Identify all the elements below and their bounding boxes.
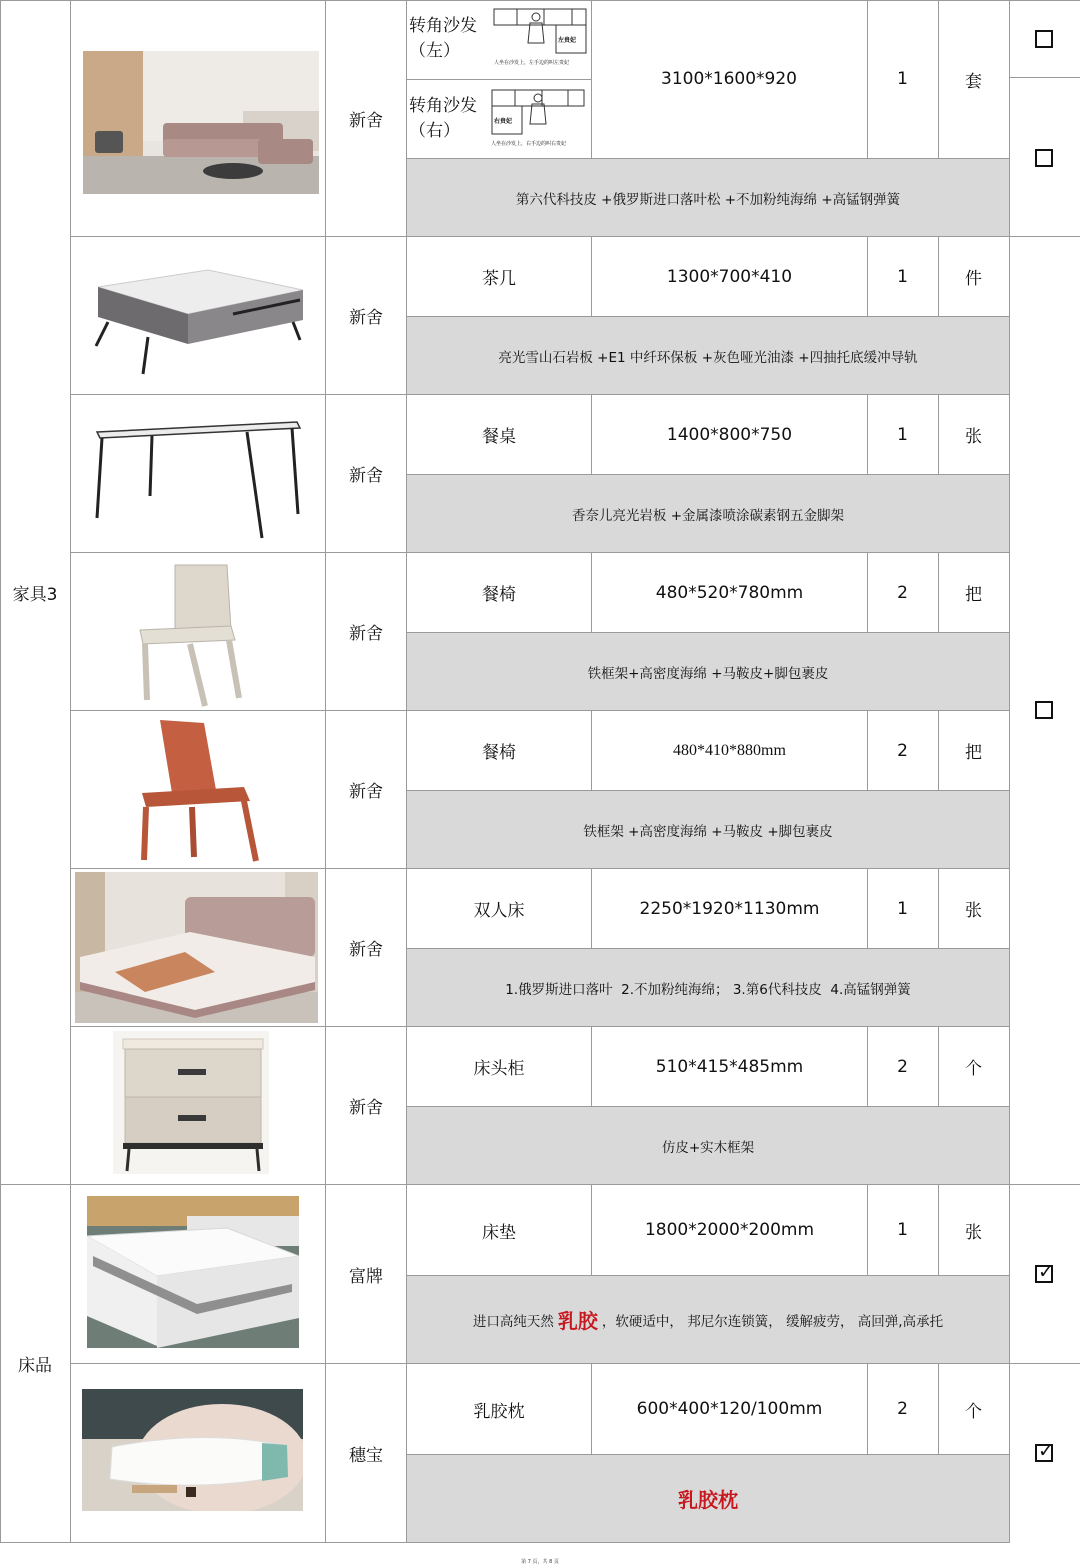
row2-qty: 1: [897, 424, 908, 445]
row7-brand: 富牌: [349, 1266, 383, 1287]
row1-qty: 1: [897, 266, 908, 287]
sofa-left-tag: 左贵妃: [558, 37, 577, 44]
checkbox-mattress[interactable]: [1035, 1265, 1053, 1283]
sofa-right-note: 人坐在沙发上，右手边的叫右贵妃: [491, 141, 567, 147]
row5-brand: 新舍: [349, 940, 383, 960]
sofa-left-name: 转角沙发 （左）: [409, 16, 477, 61]
row2-desc: 香奈儿亮光岩板 +金属漆喷涂碳素钢五金脚架: [571, 507, 845, 524]
row8-unit: 个: [965, 1401, 982, 1422]
sofa-desc: 第六代科技皮 +俄罗斯进口落叶松 +不加粉纯海绵 +高锰钢弹簧: [515, 192, 901, 208]
row4-size: 480*410*880mm: [673, 741, 786, 759]
row7-desc-post: ，软硬适中， 邦尼尔连锁簧， 缓解疲劳， 高回弹,高承托: [601, 1313, 944, 1330]
row6-unit: 个: [965, 1059, 982, 1079]
checkbox-pillow[interactable]: [1035, 1444, 1053, 1462]
sofa-right-name: 转角沙发 （右）: [409, 96, 477, 141]
row4-brand: 新舍: [349, 782, 383, 802]
row7-unit: 张: [965, 1222, 982, 1243]
row7-size: 1800*2000*200mm: [644, 1220, 815, 1240]
nightstand-photo: [113, 1031, 269, 1174]
row6-qty: 2: [897, 1056, 908, 1077]
dining-table-photo: [92, 418, 302, 540]
row2-unit: 张: [965, 427, 982, 447]
row5-name: 双人床: [473, 901, 525, 921]
coffee-table-photo: [88, 242, 310, 382]
checkbox-sofa-right[interactable]: [1035, 149, 1053, 167]
latex-pillow-photo: [82, 1389, 303, 1511]
page-footer: 第 7 页，共 8 页: [521, 1559, 559, 1565]
row3-desc: 铁框架+高密度海绵 +马鞍皮+脚包裹皮: [587, 665, 829, 682]
row7-desc-highlight: 乳胶: [557, 1309, 598, 1333]
row6-desc: 仿皮+实木框架: [661, 1139, 755, 1156]
dining-chair-orange-photo: [132, 715, 268, 865]
row1-desc: 亮光雪山石岩板 +E1 中纤环保板 +灰色哑光油漆 +四抽托底缓冲导轨: [498, 349, 918, 366]
sofa-brand: 新舍: [349, 110, 383, 131]
category-bedding: 床品: [18, 1356, 52, 1376]
row3-size: 480*520*780mm: [655, 582, 804, 603]
checkbox-sofa-left[interactable]: [1035, 30, 1053, 48]
row7-desc-pre: 进口高纯天然: [472, 1313, 554, 1330]
dining-chair-beige-photo: [135, 560, 250, 708]
row3-brand: 新舍: [349, 624, 383, 644]
row4-qty: 2: [897, 740, 908, 761]
sofa-unit: 套: [965, 71, 982, 92]
sofa-size: 3100*1600*920: [661, 69, 797, 89]
row3-name: 餐椅: [482, 585, 516, 605]
row5-qty: 1: [897, 898, 908, 919]
row2-size: 1400*800*750: [666, 424, 793, 445]
sofa-qty: 1: [897, 69, 908, 89]
row3-qty: 2: [897, 582, 908, 603]
double-bed-photo: [75, 872, 318, 1023]
row2-brand: 新舍: [349, 466, 383, 486]
row1-name: 茶几: [482, 269, 516, 289]
row8-size: 600*400*120/100mm: [636, 1399, 823, 1419]
row8-desc: 乳胶枕: [678, 1488, 738, 1512]
sofa-left-note: 人坐在沙发上，左手边的叫左贵妃: [494, 60, 570, 66]
row5-size: 2250*1920*1130mm: [639, 898, 820, 919]
row7-qty: 1: [897, 1220, 908, 1240]
mattress-photo: [87, 1196, 299, 1348]
row6-size: 510*415*485mm: [655, 1056, 804, 1077]
row7-name: 床垫: [482, 1222, 516, 1243]
sofa-right-diagram: [490, 84, 588, 154]
row6-name: 床头柜: [473, 1059, 525, 1079]
row2-name: 餐桌: [482, 427, 516, 447]
sofa-right-tag: 右贵妃: [494, 118, 513, 125]
sofa-left-diagram: [492, 3, 589, 75]
checkbox-furniture[interactable]: [1035, 701, 1053, 719]
row3-unit: 把: [965, 585, 982, 605]
row1-unit: 件: [965, 269, 982, 289]
row6-brand: 新舍: [349, 1098, 383, 1118]
sofa-photo: [83, 51, 319, 194]
row5-unit: 张: [965, 901, 982, 921]
row1-size: 1300*700*410: [666, 266, 793, 287]
row7-desc: [407, 1276, 1009, 1363]
row1-brand: 新舍: [349, 308, 383, 328]
row4-unit: 把: [965, 743, 982, 763]
row8-brand: 穗宝: [349, 1445, 383, 1466]
row5-desc: 1.俄罗斯进口落叶 2.不加粉纯海绵； 3.第6代科技皮 4.高锰钢弹簧: [505, 981, 911, 998]
row8-qty: 2: [897, 1399, 908, 1419]
row8-name: 乳胶枕: [473, 1401, 525, 1422]
row4-desc: 铁框架 +高密度海绵 +马鞍皮 +脚包裹皮: [583, 823, 833, 840]
row4-name: 餐椅: [482, 743, 516, 763]
category-furniture: 家具3: [12, 584, 58, 605]
